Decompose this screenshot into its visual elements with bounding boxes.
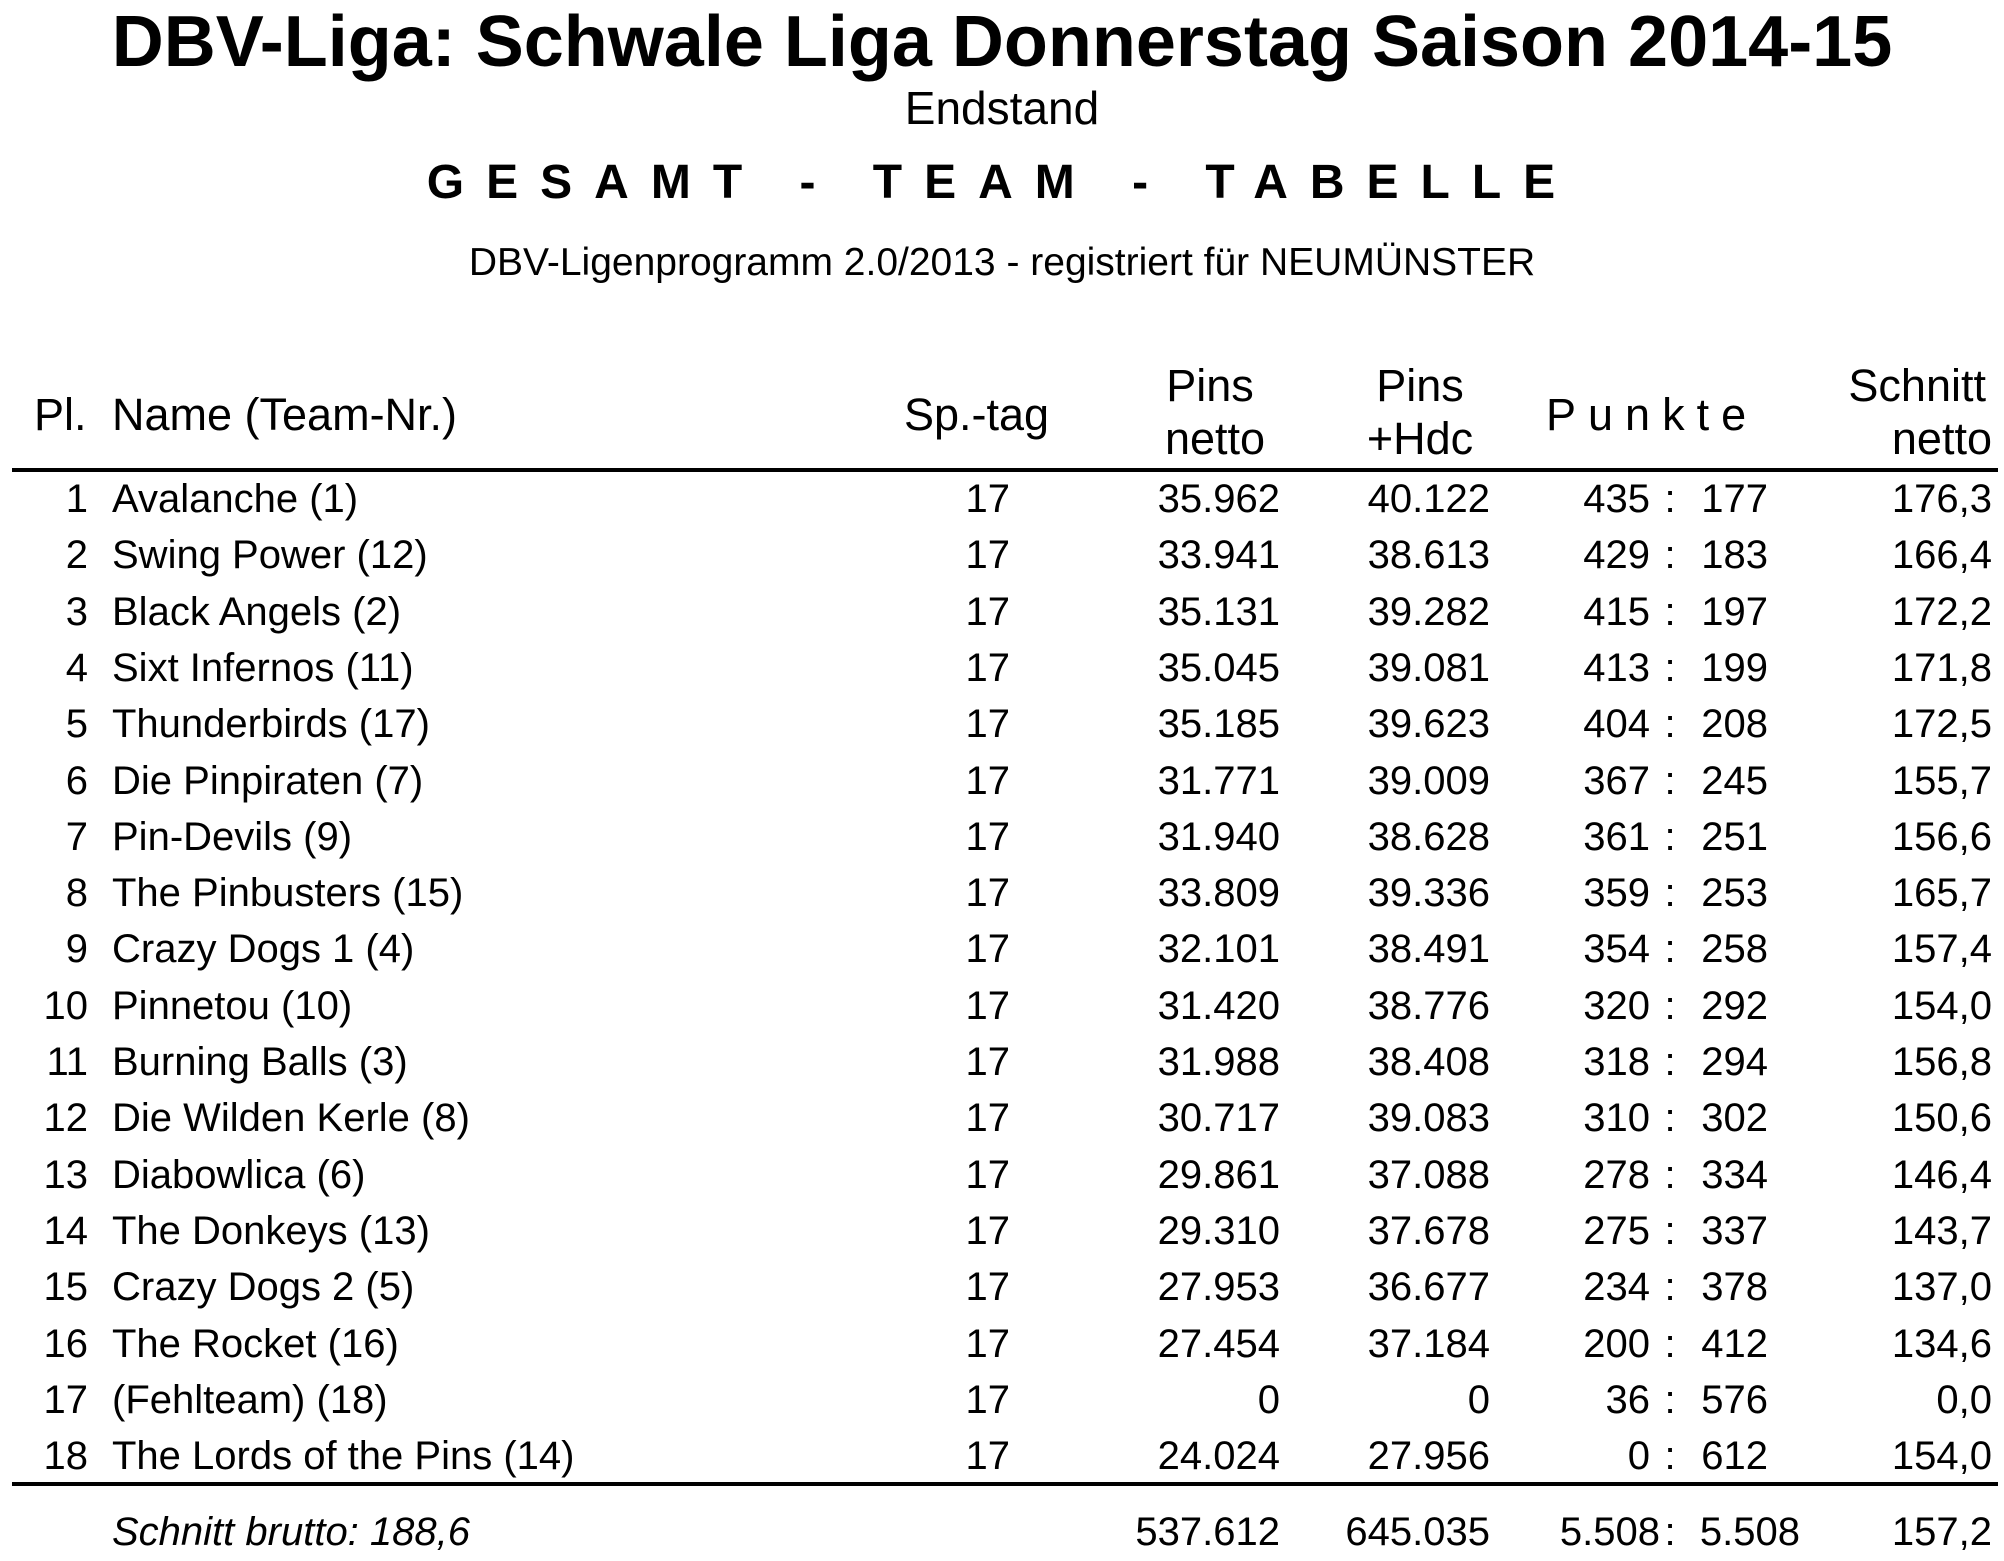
row-punkte-colon: :	[1664, 477, 1676, 521]
table-row	[0, 1090, 2004, 1147]
row-punkte-colon: :	[1664, 871, 1676, 916]
row-spieltage: 17	[965, 983, 1010, 1028]
row-team-name: (Fehlteam) (18)	[112, 1377, 388, 1422]
row-schnitt-netto: 156,8	[1891, 1040, 1992, 1084]
row-punkte-plus: 310	[1583, 1096, 1650, 1141]
header-schnitt-2: netto	[1891, 413, 1992, 464]
row-punkte-minus: 612	[1701, 1434, 1768, 1479]
row-place: 4	[65, 645, 88, 690]
header-pins-hdc-2: +Hdc	[1366, 413, 1474, 464]
row-place: 1	[65, 477, 88, 521]
row-punkte-plus: 36	[1605, 1377, 1650, 1422]
row-schnitt-netto: 157,4	[1891, 927, 1992, 972]
row-punkte-minus: 197	[1701, 589, 1768, 634]
row-pins-hdc: 39.282	[1367, 589, 1490, 634]
row-punkte-colon: :	[1664, 589, 1676, 634]
row-punkte-minus: 294	[1701, 1040, 1768, 1084]
row-punkte-colon: :	[1664, 1434, 1676, 1479]
row-pins-hdc: 38.408	[1367, 1040, 1490, 1084]
table-row	[0, 527, 2004, 584]
row-punkte-plus: 361	[1583, 814, 1650, 859]
row-pins-hdc: 39.336	[1367, 871, 1490, 916]
row-pins-netto: 0	[1257, 1377, 1280, 1422]
row-schnitt-netto: 172,2	[1891, 589, 1992, 634]
row-punkte-colon: :	[1664, 1096, 1676, 1141]
table-row	[0, 978, 2004, 1035]
row-pins-hdc: 39.009	[1367, 758, 1490, 803]
row-team-name: The Pinbusters (15)	[112, 871, 464, 916]
row-punkte-plus: 404	[1583, 702, 1650, 747]
row-punkte-minus: 412	[1701, 1321, 1768, 1366]
table-row	[0, 1203, 2004, 1260]
row-place: 8	[65, 871, 88, 916]
row-punkte-plus: 234	[1583, 1265, 1650, 1310]
table-row	[0, 1316, 2004, 1373]
row-team-name: Diabowlica (6)	[112, 1152, 366, 1197]
footer-punkte-minus: 5.508	[1699, 1510, 1800, 1554]
table-row	[0, 1034, 2004, 1091]
header-pins-netto-1: Pins	[1166, 360, 1254, 411]
table-row	[0, 865, 2004, 922]
row-punkte-plus: 200	[1583, 1321, 1650, 1366]
row-place: 6	[65, 758, 88, 803]
header-punkte: Punkte	[1546, 389, 1759, 440]
footer-schnitt-brutto: Schnitt brutto: 188,6	[112, 1510, 471, 1554]
row-pins-hdc: 0	[1467, 1377, 1490, 1422]
row-punkte-plus: 367	[1583, 758, 1650, 803]
row-team-name: Avalanche (1)	[112, 477, 359, 521]
header-name: Name (Team-Nr.)	[112, 389, 458, 440]
row-schnitt-netto: 146,4	[1891, 1152, 1992, 1197]
row-punkte-plus: 413	[1583, 645, 1650, 690]
program-info: DBV-Ligenprogramm 2.0/2013 - registriert für NEUMÜNSTER	[468, 241, 1536, 284]
row-schnitt-netto: 165,7	[1891, 871, 1992, 916]
row-pins-hdc: 27.956	[1367, 1434, 1490, 1479]
row-spieltage: 17	[965, 477, 1010, 521]
header-pl: Pl.	[34, 389, 87, 440]
row-team-name: Pin-Devils (9)	[112, 814, 353, 859]
row-punkte-minus: 292	[1701, 983, 1768, 1028]
row-punkte-colon: :	[1664, 927, 1676, 972]
row-place: 16	[43, 1321, 88, 1366]
row-pins-hdc: 39.083	[1367, 1096, 1490, 1141]
row-spieltage: 17	[965, 1377, 1010, 1422]
row-pins-netto: 35.131	[1157, 589, 1280, 634]
row-pins-netto: 31.988	[1157, 1040, 1280, 1084]
row-pins-netto: 31.940	[1157, 814, 1280, 859]
row-spieltage: 17	[965, 1265, 1010, 1310]
row-team-name: Swing Power (12)	[112, 533, 428, 578]
footer-punkte-colon: :	[1664, 1510, 1676, 1554]
row-pins-hdc: 37.678	[1367, 1208, 1490, 1253]
row-punkte-plus: 354	[1583, 927, 1650, 972]
row-pins-netto: 32.101	[1157, 927, 1280, 972]
row-schnitt-netto: 150,6	[1891, 1096, 1992, 1141]
row-pins-hdc: 38.776	[1367, 983, 1490, 1028]
row-team-name: Die Wilden Kerle (8)	[112, 1096, 470, 1141]
row-schnitt-netto: 154,0	[1891, 1434, 1992, 1479]
row-place: 15	[43, 1265, 88, 1310]
row-spieltage: 17	[965, 1434, 1010, 1479]
row-punkte-plus: 429	[1583, 533, 1650, 578]
row-team-name: Black Angels (2)	[112, 589, 402, 634]
table-row	[0, 1147, 2004, 1204]
row-punkte-minus: 183	[1701, 533, 1768, 578]
row-team-name: Crazy Dogs 2 (5)	[112, 1265, 415, 1310]
row-punkte-minus: 378	[1701, 1265, 1768, 1310]
table-row	[0, 1372, 2004, 1429]
row-pins-netto: 33.809	[1157, 871, 1280, 916]
row-team-name: The Donkeys (13)	[112, 1208, 430, 1253]
row-punkte-minus: 302	[1701, 1096, 1768, 1141]
table-row	[0, 584, 2004, 641]
row-spieltage: 17	[965, 1096, 1010, 1141]
row-spieltage: 17	[965, 758, 1010, 803]
row-schnitt-netto: 172,5	[1891, 702, 1992, 747]
row-punkte-plus: 275	[1583, 1208, 1650, 1253]
row-place: 7	[65, 814, 88, 859]
row-punkte-colon: :	[1664, 814, 1676, 859]
page-title: DBV-Liga: Schwale Liga Donnerstag Saison 2014-15	[111, 2, 1893, 82]
row-pins-netto: 35.962	[1157, 477, 1280, 521]
row-pins-hdc: 40.122	[1367, 477, 1490, 521]
row-place: 9	[65, 927, 88, 972]
row-punkte-colon: :	[1664, 1208, 1676, 1253]
row-spieltage: 17	[965, 589, 1010, 634]
row-spieltage: 17	[965, 533, 1010, 578]
row-punkte-colon: :	[1664, 645, 1676, 690]
row-punkte-plus: 359	[1583, 871, 1650, 916]
row-place: 10	[43, 983, 88, 1028]
row-spieltage: 17	[965, 645, 1010, 690]
row-punkte-minus: 576	[1701, 1377, 1768, 1422]
page-subtitle: Endstand	[904, 82, 1100, 134]
footer-rule	[12, 1482, 1998, 1486]
row-punkte-minus: 337	[1701, 1208, 1768, 1253]
table-footer	[0, 1504, 2004, 1561]
row-punkte-plus: 435	[1583, 477, 1650, 521]
row-pins-netto: 27.953	[1157, 1265, 1280, 1310]
row-pins-netto: 33.941	[1157, 533, 1280, 578]
row-team-name: Die Pinpiraten (7)	[112, 758, 424, 803]
row-spieltage: 17	[965, 1321, 1010, 1366]
row-spieltage: 17	[965, 702, 1010, 747]
row-team-name: Burning Balls (3)	[112, 1040, 408, 1084]
header-schnitt-1: Schnitt	[1848, 360, 1986, 411]
table-heading: GESAMT - TEAM - TABELLE	[426, 156, 1578, 209]
row-pins-hdc: 37.184	[1367, 1321, 1490, 1366]
row-schnitt-netto: 166,4	[1891, 533, 1992, 578]
row-pins-hdc: 38.628	[1367, 814, 1490, 859]
row-place: 14	[43, 1208, 88, 1253]
row-schnitt-netto: 0,0	[1936, 1377, 1992, 1422]
row-pins-netto: 31.771	[1157, 758, 1280, 803]
row-spieltage: 17	[965, 1040, 1010, 1084]
row-punkte-colon: :	[1664, 1152, 1676, 1197]
table-row	[0, 471, 2004, 528]
table-row	[0, 1428, 2004, 1485]
row-place: 2	[65, 533, 88, 578]
row-spieltage: 17	[965, 871, 1010, 916]
table-row	[0, 640, 2004, 697]
row-schnitt-netto: 154,0	[1891, 983, 1992, 1028]
row-place: 18	[43, 1434, 88, 1479]
row-punkte-colon: :	[1664, 1321, 1676, 1366]
row-punkte-minus: 258	[1701, 927, 1768, 972]
header-pins-netto-2: netto	[1164, 413, 1266, 464]
row-team-name: Thunderbirds (17)	[112, 702, 430, 747]
footer-punkte-plus: 5.508	[1559, 1510, 1660, 1554]
footer-schnitt: 157,2	[1891, 1510, 1992, 1554]
row-place: 13	[43, 1152, 88, 1197]
table-row	[0, 753, 2004, 810]
row-spieltage: 17	[965, 1208, 1010, 1253]
row-punkte-minus: 177	[1701, 477, 1768, 521]
row-place: 3	[65, 589, 88, 634]
row-pins-netto: 29.861	[1157, 1152, 1280, 1197]
row-pins-hdc: 36.677	[1367, 1265, 1490, 1310]
row-punkte-colon: :	[1664, 1377, 1676, 1422]
row-schnitt-netto: 156,6	[1891, 814, 1992, 859]
row-team-name: Pinnetou (10)	[112, 983, 353, 1028]
row-punkte-minus: 199	[1701, 645, 1768, 690]
row-pins-hdc: 39.081	[1367, 645, 1490, 690]
row-punkte-colon: :	[1664, 533, 1676, 578]
row-team-name: The Rocket (16)	[112, 1321, 399, 1366]
row-pins-hdc: 37.088	[1367, 1152, 1490, 1197]
table-row	[0, 921, 2004, 978]
table-row	[0, 1259, 2004, 1316]
row-schnitt-netto: 171,8	[1891, 645, 1992, 690]
row-pins-netto: 35.185	[1157, 702, 1280, 747]
header-pins-hdc-1: Pins	[1376, 360, 1464, 411]
row-place: 12	[43, 1096, 88, 1141]
row-spieltage: 17	[965, 814, 1010, 859]
row-punkte-plus: 318	[1583, 1040, 1650, 1084]
row-spieltage: 17	[965, 1152, 1010, 1197]
row-punkte-colon: :	[1664, 1040, 1676, 1084]
row-place: 17	[43, 1377, 88, 1422]
footer-pins-netto: 537.612	[1135, 1510, 1280, 1554]
row-place: 11	[46, 1040, 88, 1084]
row-schnitt-netto: 176,3	[1891, 477, 1992, 521]
row-pins-netto: 27.454	[1157, 1321, 1280, 1366]
row-schnitt-netto: 143,7	[1891, 1208, 1992, 1253]
row-schnitt-netto: 155,7	[1891, 758, 1992, 803]
row-punkte-minus: 208	[1701, 702, 1768, 747]
row-pins-netto: 24.024	[1157, 1434, 1280, 1479]
row-pins-netto: 31.420	[1157, 983, 1280, 1028]
row-punkte-minus: 251	[1701, 814, 1768, 859]
row-place: 5	[65, 702, 88, 747]
row-pins-hdc: 38.613	[1367, 533, 1490, 578]
row-punkte-plus: 278	[1583, 1152, 1650, 1197]
row-punkte-plus: 415	[1583, 589, 1650, 634]
row-pins-hdc: 38.491	[1367, 927, 1490, 972]
row-punkte-plus: 0	[1627, 1434, 1650, 1479]
row-schnitt-netto: 137,0	[1891, 1265, 1992, 1310]
header-sptag: Sp.-tag	[904, 389, 1050, 440]
row-punkte-colon: :	[1664, 702, 1676, 747]
row-team-name: Sixt Infernos (11)	[112, 645, 414, 690]
row-team-name: The Lords of the Pins (14)	[112, 1434, 575, 1479]
row-pins-netto: 35.045	[1157, 645, 1280, 690]
footer-pins-hdc: 645.035	[1345, 1510, 1490, 1554]
row-punkte-colon: :	[1664, 1265, 1676, 1310]
row-pins-hdc: 39.623	[1367, 702, 1490, 747]
row-pins-netto: 30.717	[1157, 1096, 1280, 1141]
row-schnitt-netto: 134,6	[1891, 1321, 1992, 1366]
table-row	[0, 696, 2004, 753]
row-team-name: Crazy Dogs 1 (4)	[112, 927, 415, 972]
row-punkte-plus: 320	[1583, 983, 1650, 1028]
row-spieltage: 17	[965, 927, 1010, 972]
row-punkte-minus: 245	[1701, 758, 1768, 803]
row-punkte-colon: :	[1664, 983, 1676, 1028]
table-row	[0, 809, 2004, 866]
row-punkte-colon: :	[1664, 758, 1676, 803]
row-punkte-minus: 253	[1701, 871, 1768, 916]
row-pins-netto: 29.310	[1157, 1208, 1280, 1253]
row-punkte-minus: 334	[1701, 1152, 1768, 1197]
